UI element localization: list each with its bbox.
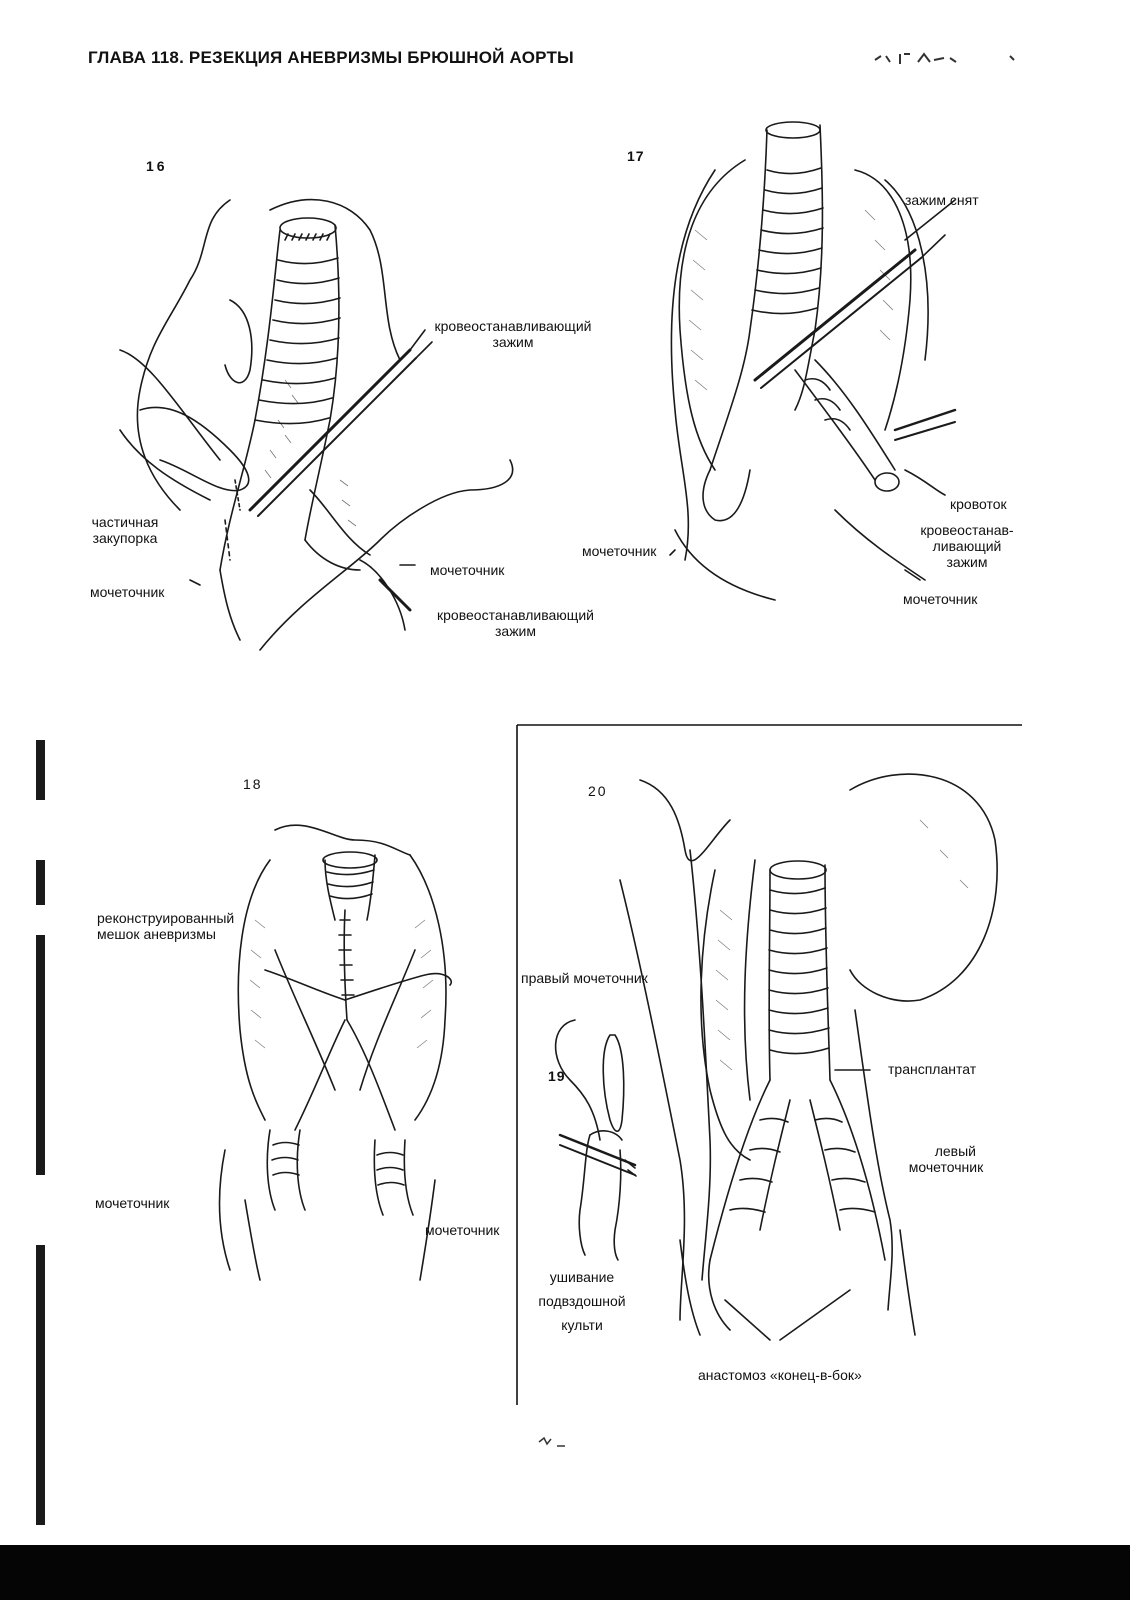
- f16-ureter-left-label: мочеточник: [90, 584, 165, 600]
- f16-partial-occlusion-label: [80, 514, 170, 546]
- f17-ureter-right-label: мочеточник: [903, 591, 978, 607]
- f16-ureter-right-label: мочеточник: [430, 562, 505, 578]
- figure-17-number: 17: [627, 148, 645, 164]
- figure-16-number: 16: [146, 158, 168, 174]
- f16-clamp-bottom-line1: кровеостанавливающий: [437, 607, 594, 623]
- scan-noise-mark: [535, 1432, 575, 1452]
- f16-partial-line1: частичная: [91, 514, 159, 530]
- f17-ureter-left-label: мочеточник: [582, 543, 657, 559]
- f20-graft-label: трансплантат: [888, 1061, 977, 1077]
- f18-sac-line2: мешок аневризмы: [97, 926, 216, 942]
- f17-bloodflow-label: кровоток: [950, 496, 1007, 512]
- f16-clamp-top-label: [418, 318, 608, 350]
- figure-20-illustration: [620, 760, 1020, 1350]
- f20-left-ureter-line1: левый: [934, 1143, 976, 1159]
- f18-sac-label: [97, 910, 234, 942]
- f19-suture-line2: подвздошной: [538, 1293, 626, 1309]
- f20-anastomosis-label: анастомоз «конец-в-бок»: [698, 1367, 862, 1383]
- f16-clamp-bottom-line2: зажим: [494, 623, 536, 639]
- f16-clamp-bottom-label: [418, 607, 613, 639]
- f17-clamp-line3: зажим: [946, 554, 988, 570]
- f17-clamp-removed-label: зажим снят: [905, 192, 979, 208]
- f20-right-ureter-label: правый мочеточник: [521, 970, 648, 986]
- scan-bottom-bar: [0, 1545, 1130, 1600]
- f18-ureter-left-label: мочеточник: [95, 1195, 170, 1211]
- page-header-title: ГЛАВА 118. РЕЗЕКЦИЯ АНЕВРИЗМЫ БРЮШНОЙ АОРТЫ: [88, 48, 574, 67]
- f19-suture-label: [522, 1265, 642, 1337]
- figure-19-illustration: [540, 1010, 650, 1260]
- f18-ureter-right-label: мочеточник: [425, 1222, 500, 1238]
- f16-clamp-top-line1: кровеостанавливающий: [434, 318, 592, 334]
- f17-clamp-line2: ливающий: [932, 538, 1002, 554]
- f20-left-ureter-label: [896, 1143, 996, 1175]
- f16-clamp-top-line2: зажим: [492, 334, 534, 350]
- figure-18-number: 18: [243, 776, 263, 792]
- f19-suture-line3: культи: [561, 1317, 603, 1333]
- figure-19-number: 19: [548, 1068, 566, 1084]
- f17-clamp-label: [912, 522, 1022, 570]
- f20-left-ureter-line2: мочеточник: [908, 1159, 984, 1175]
- f19-suture-line1: ушивание: [549, 1269, 615, 1285]
- f17-clamp-line1: кровеостанав-: [920, 522, 1014, 538]
- f18-sac-line1: реконструированный: [97, 910, 235, 926]
- figure-20-number: 20: [588, 783, 608, 799]
- f16-partial-line2: закупорка: [92, 530, 158, 546]
